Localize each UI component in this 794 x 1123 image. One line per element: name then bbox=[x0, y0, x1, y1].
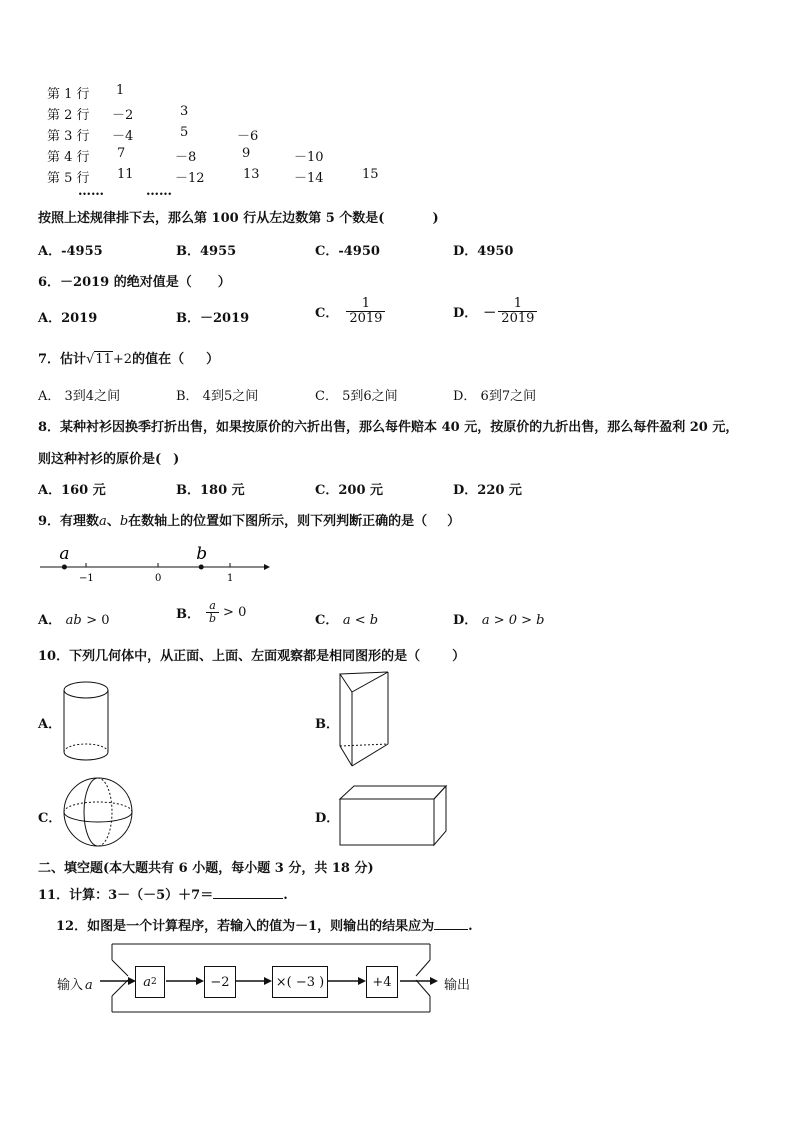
q10-option-c-label: C． bbox=[38, 811, 62, 826]
question-12 bbox=[56, 915, 473, 934]
label-a: a bbox=[59, 544, 70, 564]
option-prefix: C． bbox=[315, 613, 339, 628]
q7-option-b: B． 4到5之间 bbox=[176, 389, 259, 404]
question-10-stem bbox=[38, 645, 465, 664]
q9-option-d bbox=[453, 609, 544, 628]
triangular-prism-figure bbox=[336, 668, 396, 778]
question-9-text: 9．有理数 bbox=[38, 514, 100, 529]
option-prefix: D． bbox=[453, 613, 478, 628]
cuboid-figure bbox=[336, 783, 456, 853]
fraction-denominator: b bbox=[206, 612, 219, 625]
period: . bbox=[283, 888, 288, 903]
row-5-label: 第 5 行 bbox=[47, 171, 90, 186]
expr-a-gt-0-gt-b: a > 0 > b bbox=[481, 613, 545, 628]
cylinder-figure bbox=[60, 680, 120, 770]
expr-a-lt-b: a < b bbox=[342, 613, 379, 628]
paren-close: ) bbox=[432, 211, 439, 226]
fraction bbox=[346, 297, 385, 326]
ellipsis: …… bbox=[146, 184, 172, 199]
row-3-value: 5 bbox=[180, 125, 189, 140]
fraction-denominator: 2019 bbox=[498, 311, 537, 326]
row-4-value: －10 bbox=[294, 150, 324, 165]
q8-option-c: C．200 元 bbox=[315, 483, 384, 498]
q5-option-c: C．-4950 bbox=[315, 244, 380, 259]
row-4-label: 第 4 行 bbox=[47, 150, 90, 165]
point-a bbox=[62, 565, 67, 570]
row-3-label: 第 3 行 bbox=[47, 129, 90, 144]
q9-option-b bbox=[176, 600, 246, 625]
plus-two: +2 bbox=[112, 352, 133, 367]
q6-option-d bbox=[453, 297, 537, 326]
option-c-prefix: C． bbox=[315, 306, 339, 321]
row-2-value: －2 bbox=[112, 108, 134, 123]
sqrt-radicand: 11 bbox=[95, 352, 112, 367]
row-5-value: －14 bbox=[294, 171, 324, 186]
paren-close: ） bbox=[217, 275, 231, 290]
q7-option-d: D． 6到7之间 bbox=[453, 389, 537, 404]
paren-close: ) bbox=[173, 452, 180, 467]
fraction-numerator: a bbox=[209, 599, 216, 612]
q6-option-c bbox=[315, 297, 385, 326]
q7-option-c: C． 5到6之间 bbox=[315, 389, 398, 404]
box-exponent: 2 bbox=[151, 977, 157, 987]
question-11 bbox=[38, 884, 288, 903]
paren-close: ） bbox=[206, 352, 220, 367]
question-12-text: 12．如图是一个计算程序，若输入的值为－1，则输出的结果应为 bbox=[56, 919, 435, 934]
row-4-value: 9 bbox=[242, 146, 251, 161]
q7-option-a: A． 3到4之间 bbox=[38, 389, 121, 404]
flow-output-label: 输出 bbox=[444, 978, 471, 993]
q8-option-b: B．180 元 bbox=[176, 483, 245, 498]
row-3-value: －4 bbox=[112, 129, 134, 144]
q5-option-b: B．4955 bbox=[176, 244, 237, 259]
tick-label-one: 1 bbox=[227, 573, 234, 584]
q9-option-c bbox=[315, 609, 378, 628]
option-d-prefix: D． bbox=[453, 306, 478, 321]
row-5-value: 11 bbox=[117, 167, 134, 182]
q5-option-a: A．-4955 bbox=[38, 244, 103, 259]
point-b bbox=[199, 565, 204, 570]
input-text: 输入 bbox=[57, 978, 84, 993]
flow-box-minus-2: −2 bbox=[204, 966, 236, 998]
row-4-value: －8 bbox=[175, 150, 197, 165]
q6-option-a: A．2019 bbox=[38, 311, 98, 326]
flow-box-square bbox=[135, 966, 165, 998]
row-4-value: 7 bbox=[117, 146, 126, 161]
answer-blank[interactable] bbox=[434, 917, 468, 930]
fraction bbox=[498, 297, 537, 326]
row-5-value: 15 bbox=[362, 167, 379, 182]
question-8-text: 则这种衬衫的原价是( bbox=[38, 452, 162, 467]
separator: 、 bbox=[106, 514, 120, 529]
tick-label-neg1: −1 bbox=[79, 573, 94, 584]
tick-label-zero: 0 bbox=[155, 573, 162, 584]
question-6-stem bbox=[38, 271, 231, 290]
relation: > 0 bbox=[86, 613, 110, 628]
number-line bbox=[38, 540, 278, 590]
row-1-value: 1 bbox=[116, 83, 125, 98]
sphere-figure bbox=[62, 774, 142, 854]
row-2-label: 第 2 行 bbox=[47, 108, 90, 123]
question-5-stem bbox=[38, 207, 439, 226]
section-2-title: 二、填空题(本大题共有 6 小题，每小题 3 分，共 18 分) bbox=[38, 861, 374, 876]
paren-close: ） bbox=[447, 514, 461, 529]
q10-option-b-label: B． bbox=[315, 717, 339, 732]
negative-sign: － bbox=[483, 306, 497, 321]
period: . bbox=[468, 919, 473, 934]
question-5-text: 按照上述规律排下去，那么第 100 行从左边数第 5 个数是( bbox=[38, 211, 385, 226]
question-9-stem bbox=[38, 510, 460, 529]
row-2-value: 3 bbox=[180, 104, 189, 119]
input-var: a bbox=[85, 978, 93, 993]
expr-ab: ab bbox=[65, 613, 82, 628]
answer-blank[interactable] bbox=[213, 886, 283, 899]
q10-option-a-label: A． bbox=[38, 717, 62, 732]
question-9-text: 在数轴上的位置如下图所示，则下列判断正确的是（ bbox=[128, 514, 428, 529]
question-7-text: 的值在（ bbox=[132, 352, 185, 367]
flow-input-label bbox=[57, 974, 93, 993]
question-7-text: 7．估计 bbox=[38, 352, 87, 367]
row-1-label: 第 1 行 bbox=[47, 87, 90, 102]
row-5-value: －12 bbox=[175, 171, 205, 186]
var-a: a bbox=[99, 514, 107, 529]
fraction-denominator: 2019 bbox=[346, 311, 385, 326]
fraction-numerator: 1 bbox=[361, 296, 371, 311]
q9-option-a bbox=[38, 609, 110, 628]
relation: > 0 bbox=[223, 605, 247, 620]
label-b: b bbox=[196, 544, 208, 564]
row-5-value: 13 bbox=[243, 167, 260, 182]
box-var: a bbox=[143, 974, 152, 990]
question-6-text: 6．－2019 的绝对值是（ bbox=[38, 275, 192, 290]
var-b: b bbox=[119, 514, 129, 529]
paren-close: ） bbox=[452, 649, 466, 664]
q8-option-a: A．160 元 bbox=[38, 483, 106, 498]
question-7-stem: 7．估计√11+2的值在（ ） bbox=[38, 352, 220, 367]
question-8-line-2 bbox=[38, 448, 179, 467]
q6-option-b: B．－2019 bbox=[176, 311, 250, 326]
option-prefix: B． bbox=[176, 607, 200, 622]
question-10-text: 10．下列几何体中，从正面、上面、左面观察都是相同图形的是（ bbox=[38, 649, 421, 664]
q10-option-d-label: D． bbox=[315, 811, 340, 826]
option-prefix: A． bbox=[38, 613, 62, 628]
fraction-numerator: 1 bbox=[513, 296, 522, 311]
row-3-value: －6 bbox=[237, 129, 259, 144]
question-8-line-1: 8．某种衬衫因换季打折出售，如果按原价的六折出售，那么每件赔本 40 元，按原价的九折出售，那么每件盈利 20 元， bbox=[38, 420, 739, 435]
ellipsis: …… bbox=[78, 184, 104, 199]
q8-option-d: D．220 元 bbox=[453, 483, 522, 498]
fraction-a-over-b bbox=[206, 600, 219, 625]
flow-box-times-neg3: ×( −3 ) bbox=[272, 966, 328, 998]
q5-option-d: D．4950 bbox=[453, 244, 514, 259]
flow-box-plus-4: +4 bbox=[366, 966, 398, 998]
question-11-text: 11．计算：3－（－5）＋7＝ bbox=[38, 888, 214, 903]
